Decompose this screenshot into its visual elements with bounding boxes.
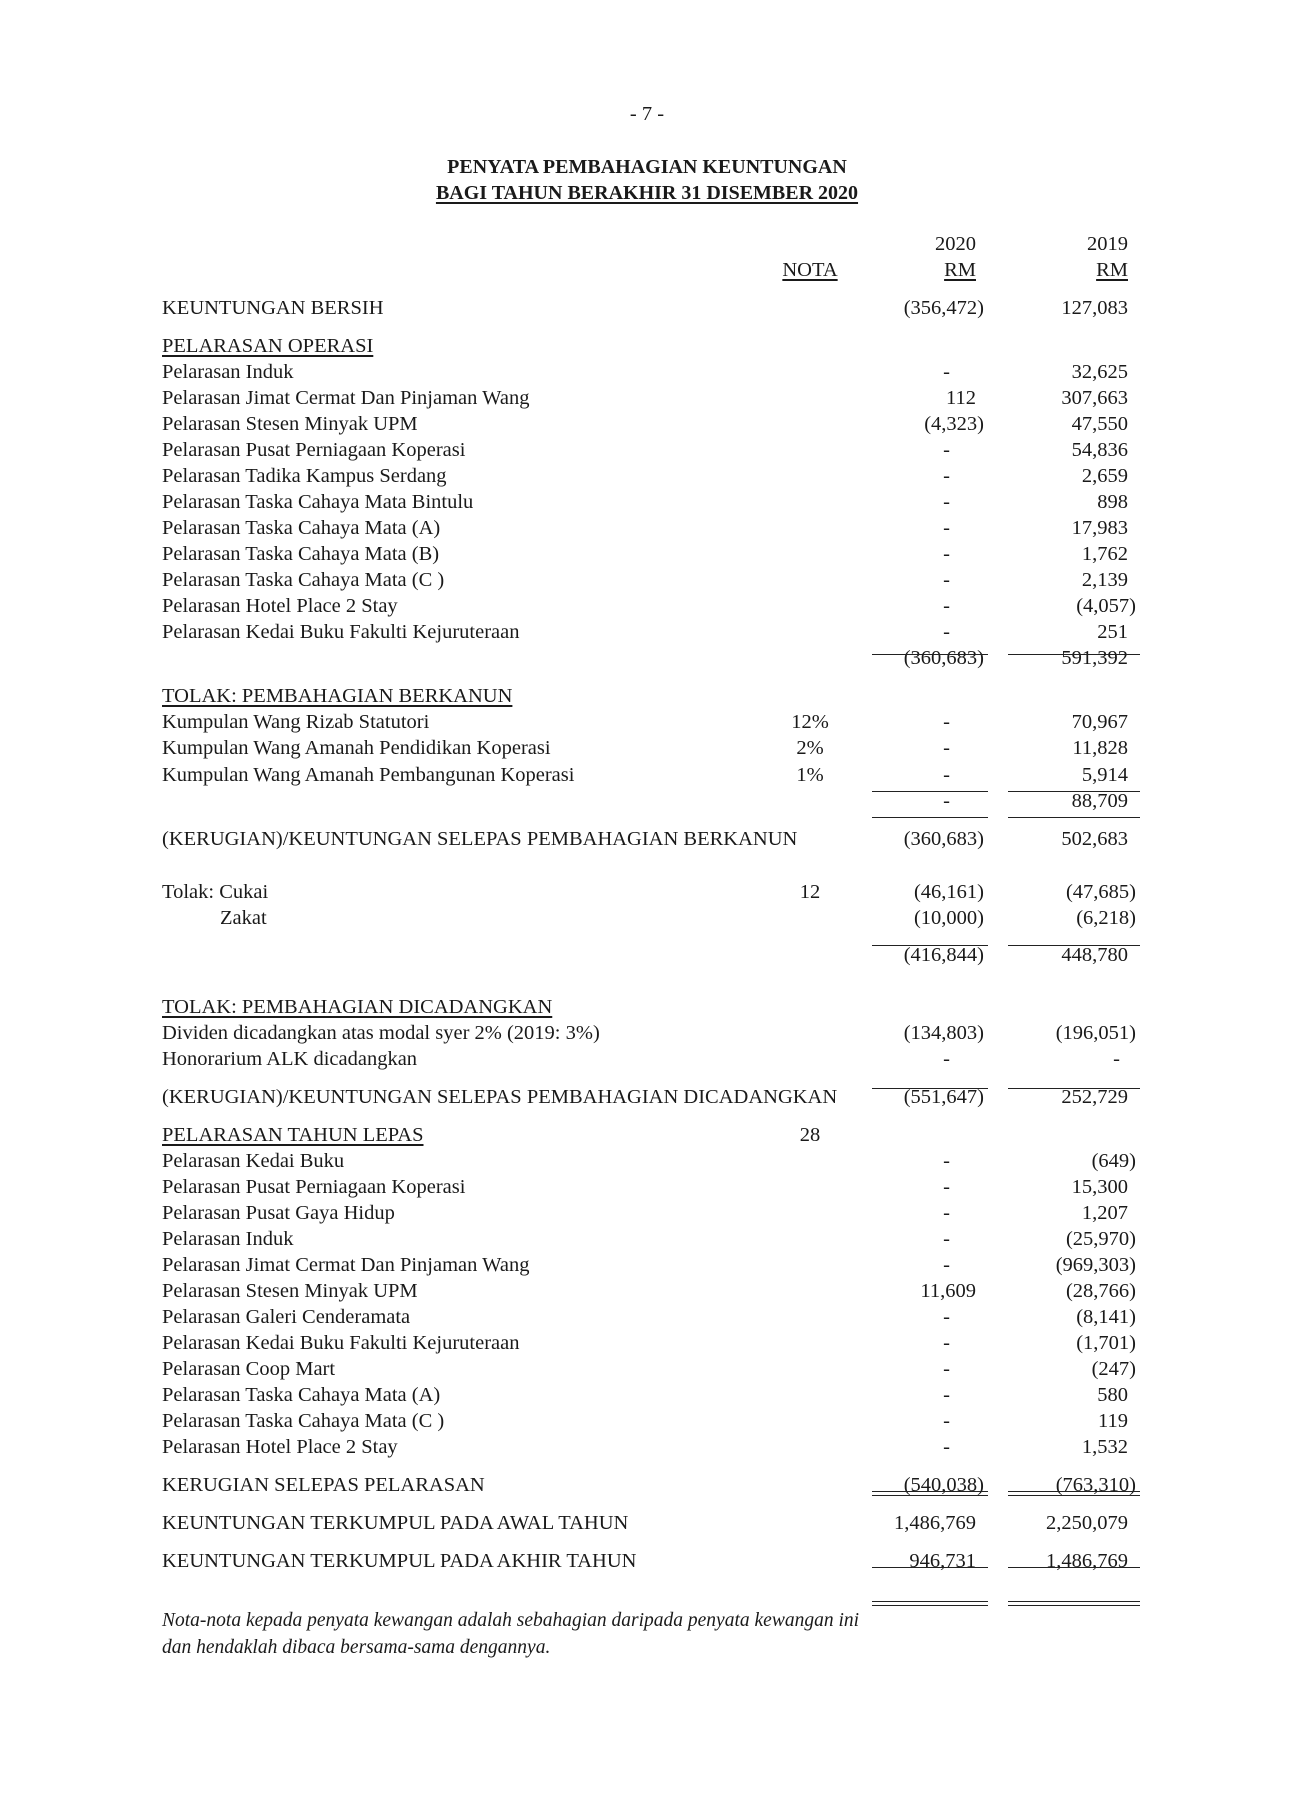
adjustment-rule-2019 xyxy=(1008,1491,1140,1496)
row-value-2019: (6,218) xyxy=(1076,907,1136,929)
row-value-2019: 307,663 xyxy=(1061,387,1128,409)
row-value-2019: - xyxy=(1113,1048,1120,1070)
header-year-2019: 2019 xyxy=(1087,233,1128,255)
header-currency-2020-text: RM xyxy=(944,259,976,281)
row-value-2019: (969,303) xyxy=(1055,1254,1136,1276)
row-label: Pelarasan Taska Cahaya Mata (C ) xyxy=(162,569,445,591)
row-label: Pelarasan Stesen Minyak UPM xyxy=(162,413,418,435)
row-value-2019: 2,659 xyxy=(1081,465,1128,487)
row-label: Pelarasan Kedai Buku xyxy=(162,1150,345,1172)
row-label: Pelarasan Taska Cahaya Mata (C ) xyxy=(162,1410,445,1432)
row-value-2019: 2,250,079 xyxy=(1046,1512,1128,1534)
row-value-2019: (196,051) xyxy=(1055,1022,1136,1044)
row-value-2019: (25,970) xyxy=(1065,1228,1136,1250)
tax-rule-2019 xyxy=(1008,945,1140,946)
row-value-2020: (4,323) xyxy=(924,413,984,435)
row-value-2020: - xyxy=(943,1254,950,1276)
row-value-2019: (4,057) xyxy=(1076,595,1136,617)
row-value-2020: (46,161) xyxy=(913,881,984,903)
row-label: Pelarasan Taska Cahaya Mata (B) xyxy=(162,543,440,565)
row-value-2019: 15,300 xyxy=(1071,1176,1128,1198)
page-number: - 7 - xyxy=(629,103,665,125)
row-value-2020: - xyxy=(943,517,950,539)
row-label: Pelarasan Pusat Gaya Hidup xyxy=(162,1202,395,1224)
row-label: Pelarasan Pusat Perniagaan Koperasi xyxy=(162,439,466,461)
proposed-rule-2020 xyxy=(872,1088,988,1089)
row-label: Kumpulan Wang Rizab Statutori xyxy=(162,711,430,733)
row-value-2020: (134,803) xyxy=(903,1022,984,1044)
row-value-2020: 946,731 xyxy=(909,1550,976,1572)
row-value-2020: - xyxy=(943,439,950,461)
row-value-2019: (28,766) xyxy=(1065,1280,1136,1302)
row-label: Pelarasan Pusat Perniagaan Koperasi xyxy=(162,1176,466,1198)
row-value-2019: (8,141) xyxy=(1076,1306,1136,1328)
row-value-2020: - xyxy=(943,621,950,643)
row-value-2019: 1,207 xyxy=(1081,1202,1128,1224)
row-value-2019: 88,709 xyxy=(1071,790,1128,812)
row-value-2020: - xyxy=(943,1384,950,1406)
section-heading: PELARASAN TAHUN LEPAS xyxy=(162,1124,424,1146)
row-value-2020: - xyxy=(943,1332,950,1354)
row-value-2020: (551,647) xyxy=(903,1086,984,1108)
row-nota: 28 xyxy=(799,1124,821,1146)
row-value-2020: - xyxy=(943,1202,950,1224)
row-value-2020: - xyxy=(943,1306,950,1328)
row-value-2019: 591,392 xyxy=(1061,647,1128,669)
row-value-2020: (10,000) xyxy=(913,907,984,929)
row-value-2019: (649) xyxy=(1091,1150,1136,1172)
row-value-2019: (1,701) xyxy=(1076,1332,1136,1354)
statement-subtitle xyxy=(0,181,1294,205)
row-value-2020: 1,486,769 xyxy=(894,1512,976,1534)
row-label: Pelarasan Taska Cahaya Mata (A) xyxy=(162,1384,441,1406)
section-heading: PELARASAN OPERASI xyxy=(162,335,374,357)
row-value-2020: - xyxy=(943,1436,950,1458)
row-label: Kumpulan Wang Amanah Pendidikan Koperasi xyxy=(162,737,551,759)
opening-rule-2020 xyxy=(872,1567,988,1568)
row-value-2020: 11,609 xyxy=(920,1280,976,1302)
row-value-2019: (247) xyxy=(1091,1358,1136,1380)
subtotal-rule-2020 xyxy=(872,654,988,655)
row-value-2019: (47,685) xyxy=(1065,881,1136,903)
adjustment-rule-2020 xyxy=(872,1491,988,1496)
closing-double-rule-2020 xyxy=(872,1601,988,1606)
row-label: Pelarasan Kedai Buku Fakulti Kejuruteraan xyxy=(162,1332,520,1354)
row-value-2019: 2,139 xyxy=(1081,569,1128,591)
row-value-2019: 70,967 xyxy=(1071,711,1128,733)
row-value-2019: (763,310) xyxy=(1055,1474,1136,1496)
row-value-2019: 502,683 xyxy=(1061,828,1128,850)
proposed-rule-2019 xyxy=(1008,1088,1140,1089)
row-value-2019: 11,828 xyxy=(1072,737,1128,759)
row-value-2020: - xyxy=(943,569,950,591)
row-value-2019: 32,625 xyxy=(1071,361,1128,383)
row-label: Pelarasan Hotel Place 2 Stay xyxy=(162,595,398,617)
row-label: Zakat xyxy=(220,907,267,929)
row-value-2019: 252,729 xyxy=(1061,1086,1128,1108)
row-label: (KERUGIAN)/KEUNTUNGAN SELEPAS PEMBAHAGIAN BERKANUN xyxy=(162,828,798,850)
footnote-line-2: dan hendaklah dibaca bersama-sama dengannya. xyxy=(162,1637,551,1658)
row-label: Pelarasan Jimat Cermat Dan Pinjaman Wang xyxy=(162,387,530,409)
row-value-2019: 17,983 xyxy=(1071,517,1128,539)
row-label: Pelarasan Induk xyxy=(162,361,294,383)
row-label: Pelarasan Taska Cahaya Mata Bintulu xyxy=(162,491,474,513)
row-label: (KERUGIAN)/KEUNTUNGAN SELEPAS PEMBAHAGIAN DICADANGKAN xyxy=(162,1086,838,1108)
tax-rule-2020 xyxy=(872,945,988,946)
row-value-2019: 119 xyxy=(1098,1410,1128,1432)
row-value-2019: 1,532 xyxy=(1081,1436,1128,1458)
header-nota-text: NOTA xyxy=(782,259,838,281)
statutory-rule-2019 xyxy=(1008,791,1140,792)
row-nota: 12 xyxy=(799,881,821,903)
row-value-2020: (540,038) xyxy=(903,1474,984,1496)
row-value-2019: 1,762 xyxy=(1081,543,1128,565)
row-value-2020: - xyxy=(943,1176,950,1198)
row-value-2020: - xyxy=(943,465,950,487)
row-label: Pelarasan Hotel Place 2 Stay xyxy=(162,1436,398,1458)
statutory-total-rule-2019 xyxy=(1008,817,1140,818)
row-label: Pelarasan Taska Cahaya Mata (A) xyxy=(162,517,441,539)
row-value-2020: (356,472) xyxy=(903,297,984,319)
row-value-2020: - xyxy=(943,1048,950,1070)
row-value-2020: - xyxy=(943,491,950,513)
row-label: KEUNTUNGAN BERSIH xyxy=(162,297,384,319)
row-value-2019: 1,486,769 xyxy=(1046,1550,1128,1572)
row-value-2020: - xyxy=(943,361,950,383)
header-currency-2020 xyxy=(872,258,976,282)
row-value-2019: 580 xyxy=(1097,1384,1128,1406)
row-value-2020: - xyxy=(943,711,950,733)
row-value-2020: - xyxy=(943,764,950,786)
opening-rule-2019 xyxy=(1008,1567,1140,1568)
row-label: KEUNTUNGAN TERKUMPUL PADA AKHIR TAHUN xyxy=(162,1550,637,1572)
row-label: Pelarasan Jimat Cermat Dan Pinjaman Wang xyxy=(162,1254,530,1276)
row-value-2020: 112 xyxy=(946,387,976,409)
header-nota xyxy=(760,258,860,282)
row-label: Pelarasan Induk xyxy=(162,1228,294,1250)
section-heading: TOLAK: PEMBAHAGIAN DICADANGKAN xyxy=(162,996,553,1018)
row-value-2019: 898 xyxy=(1097,491,1128,513)
row-value-2020: - xyxy=(943,595,950,617)
row-value-2020: - xyxy=(943,790,950,812)
row-label: Tolak: Cukai xyxy=(162,881,269,903)
statutory-total-rule-2020 xyxy=(872,817,988,818)
row-label: KEUNTUNGAN TERKUMPUL PADA AWAL TAHUN xyxy=(162,1512,629,1534)
row-value-2020: (416,844) xyxy=(903,944,984,966)
row-value-2020: - xyxy=(943,1410,950,1432)
statement-subtitle-text: BAGI TAHUN BERAKHIR 31 DISEMBER 2020 xyxy=(435,182,859,204)
row-value-2019: 47,550 xyxy=(1071,413,1128,435)
row-label: Pelarasan Stesen Minyak UPM xyxy=(162,1280,418,1302)
row-label: KERUGIAN SELEPAS PELARASAN xyxy=(162,1474,485,1496)
footnote-line-1: Nota-nota kepada penyata kewangan adalah sebahagian daripada penyata kewangan ini xyxy=(162,1610,860,1631)
statutory-rule-2020 xyxy=(872,791,988,792)
header-currency-2019-text: RM xyxy=(1096,259,1128,281)
row-nota: 12% xyxy=(791,711,829,733)
row-label: Pelarasan Coop Mart xyxy=(162,1358,336,1380)
header-currency-2019 xyxy=(1008,258,1128,282)
row-value-2019: 251 xyxy=(1097,621,1128,643)
row-label: Pelarasan Kedai Buku Fakulti Kejuruteraan xyxy=(162,621,520,643)
row-value-2020: - xyxy=(943,1228,950,1250)
row-value-2019: 54,836 xyxy=(1071,439,1128,461)
subtotal-rule-2019 xyxy=(1008,654,1140,655)
closing-double-rule-2019 xyxy=(1008,1601,1140,1606)
row-value-2020: - xyxy=(943,1150,950,1172)
row-value-2019: 127,083 xyxy=(1061,297,1128,319)
row-value-2020: (360,683) xyxy=(903,828,984,850)
row-label: Kumpulan Wang Amanah Pembangunan Koperasi xyxy=(162,764,575,786)
row-label: Honorarium ALK dicadangkan xyxy=(162,1048,418,1070)
header-year-2020: 2020 xyxy=(935,233,976,255)
statement-title: PENYATA PEMBAHAGIAN KEUNTUNGAN xyxy=(447,156,847,178)
row-label: Pelarasan Tadika Kampus Serdang xyxy=(162,465,447,487)
section-heading: TOLAK: PEMBAHAGIAN BERKANUN xyxy=(162,685,513,707)
row-value-2019: 5,914 xyxy=(1081,764,1128,786)
row-nota: 1% xyxy=(796,764,824,786)
row-value-2020: - xyxy=(943,737,950,759)
row-value-2020: - xyxy=(943,543,950,565)
row-label: Dividen dicadangkan atas modal syer 2% (2019: 3%) xyxy=(162,1022,600,1044)
row-value-2020: (360,683) xyxy=(903,647,984,669)
row-label: Pelarasan Galeri Cenderamata xyxy=(162,1306,411,1328)
row-nota: 2% xyxy=(796,737,824,759)
row-value-2019: 448,780 xyxy=(1061,944,1128,966)
row-value-2020: - xyxy=(943,1358,950,1380)
